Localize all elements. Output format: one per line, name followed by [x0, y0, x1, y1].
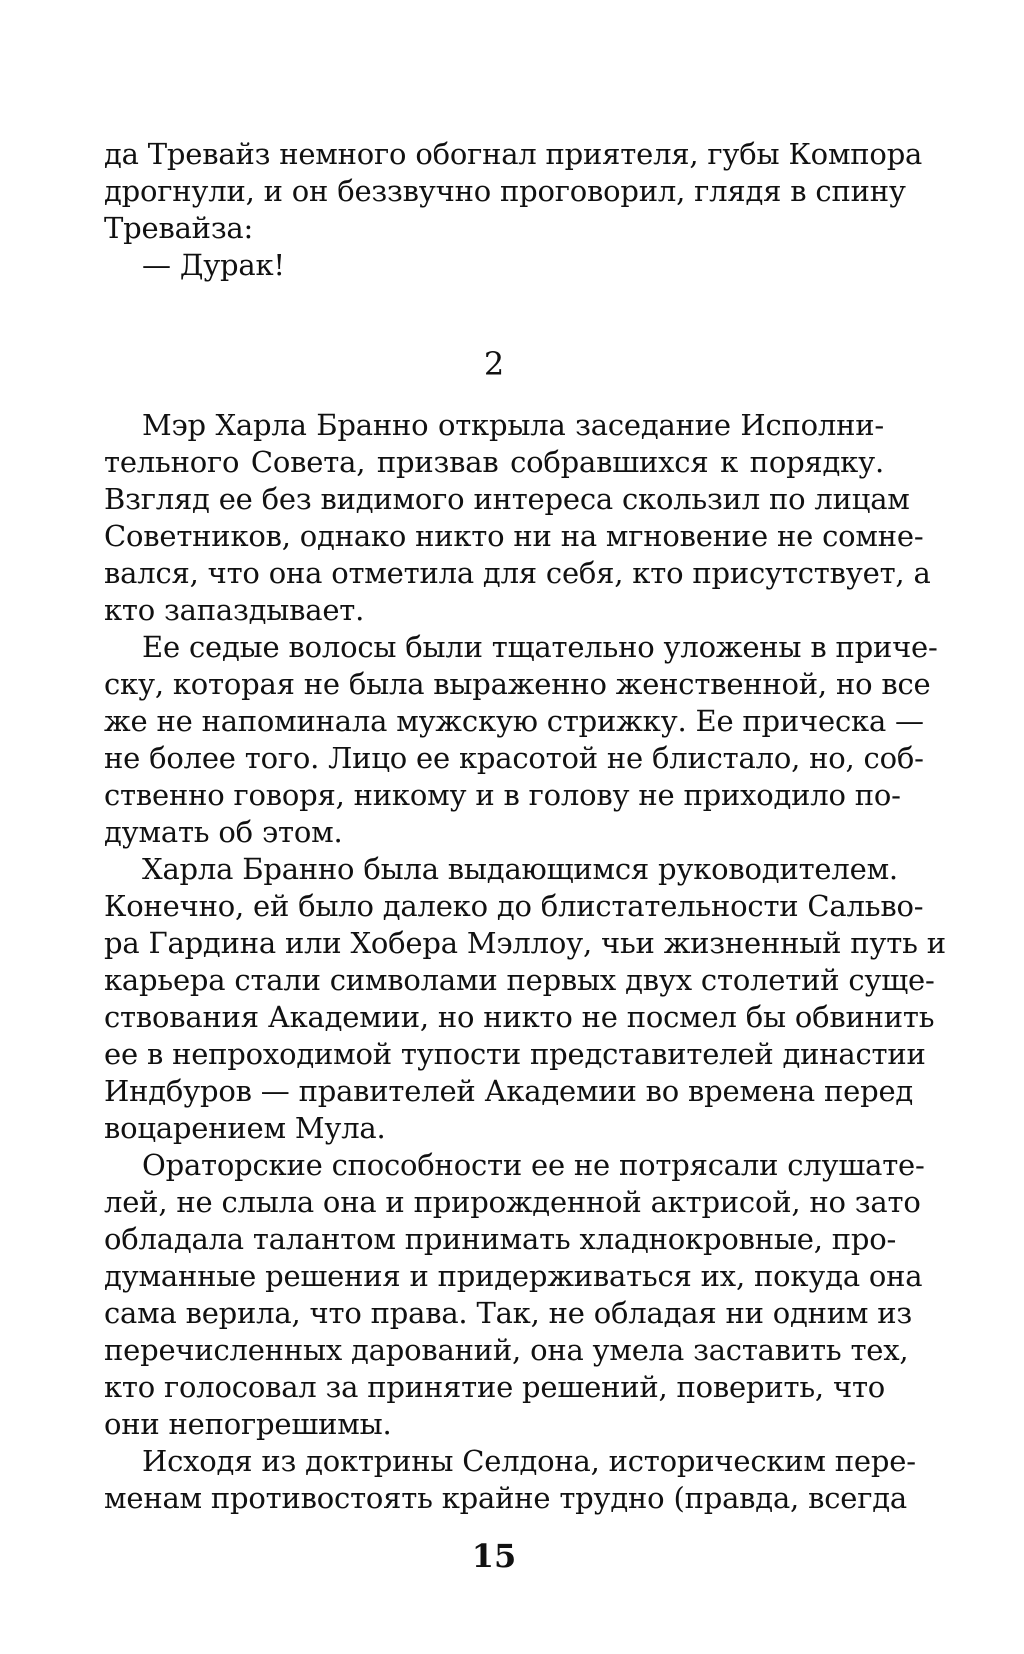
- page-number: 15: [471, 1537, 517, 1575]
- text-line: ствования Академии, но никто не посмел бы обвинить: [104, 1000, 935, 1034]
- text-line: сама верила, что права. Так, не обладая ни одним из: [104, 1296, 913, 1330]
- text-line: ственно говоря, никому и в голову не приходило по-: [104, 778, 901, 812]
- text-line: думанные решения и придерживаться их, покуда она: [104, 1259, 923, 1293]
- text-line: вался, что она отметила для себя, кто присутствует, а: [104, 556, 931, 590]
- text-line: ра Гардина или Хобера Мэллоу, чьи жизненный путь и: [104, 926, 946, 960]
- text-line: же не напоминала мужскую стрижку. Ее прическа —: [104, 704, 924, 738]
- text-line: Взгляд ее без видимого интереса скользил по лицам: [104, 482, 910, 516]
- text-line: Ораторские способности ее не потрясали слушате-: [142, 1148, 925, 1182]
- text-line: Советников, однако никто ни на мгновение не сомне-: [104, 519, 924, 553]
- text-line: кто запаздывает.: [104, 593, 365, 627]
- text-line: Харла Бранно была выдающимся руководителем.: [142, 852, 898, 886]
- text-line: ску, которая не была выраженно женственной, но все: [104, 667, 931, 701]
- book-page: [104, 0, 946, 1654]
- text-line: Исходя из доктрины Селдона, историческим пере-: [142, 1444, 916, 1478]
- text-line: тельного Совета, призвав собравшихся к порядку.: [104, 445, 884, 479]
- text-line: Конечно, ей было далеко до блистательности Сальво-: [104, 889, 924, 923]
- text-line: дрогнули, и он беззвучно проговорил, глядя в спину: [104, 174, 906, 208]
- text-line: менам противостоять крайне трудно (правда, всегда: [104, 1481, 907, 1515]
- text-line: думать об этом.: [104, 815, 343, 849]
- text-line: обладала талантом принимать хладнокровные, про-: [104, 1222, 897, 1256]
- text-line: не более того. Лицо ее красотой не блистало, но, соб-: [104, 741, 924, 775]
- text-line: лей, не слыла она и прирожденной актрисой, но зато: [104, 1185, 921, 1219]
- text-line: Мэр Харла Бранно открыла заседание Исполни-: [142, 408, 884, 442]
- text-line: Тревайза:: [104, 211, 254, 245]
- text-line: кто голосовал за принятие решений, поверить, что: [104, 1370, 886, 1404]
- text-line: перечисленных дарований, она умела заставить тех,: [104, 1333, 909, 1367]
- text-line: да Тревайз немного обогнал приятеля, губы Компора: [104, 137, 923, 171]
- text-line: они непогрешимы.: [104, 1407, 392, 1441]
- text-line: Индбуров — правителей Академии во времена перед: [104, 1074, 914, 1108]
- text-line: Ее седые волосы были тщательно уложены в приче-: [142, 630, 938, 664]
- text-line: ее в непроходимой тупости представителей династии: [104, 1037, 926, 1071]
- chapter-number: 2: [483, 345, 505, 383]
- text-line: карьера стали символами первых двух столетий суще-: [104, 963, 935, 997]
- text-line: воцарением Мула.: [104, 1111, 386, 1145]
- dialogue-line: — Дурак!: [142, 248, 285, 282]
